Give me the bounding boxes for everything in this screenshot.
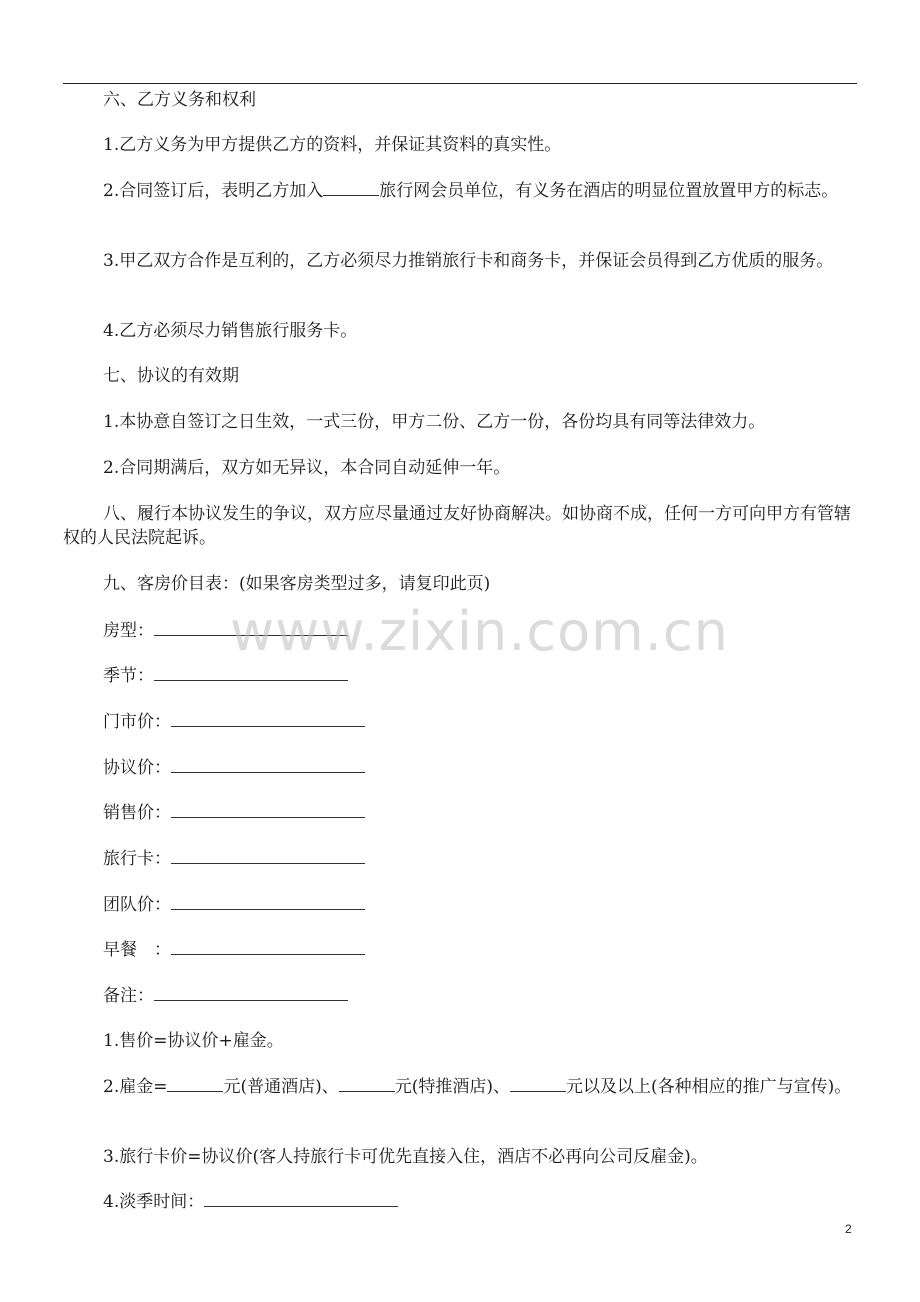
field-remarks-label: 备注： xyxy=(103,986,154,1006)
field-remarks xyxy=(103,984,348,1008)
note-4 xyxy=(103,1190,398,1214)
group-price-blank xyxy=(171,895,365,910)
note-2 xyxy=(63,1075,860,1099)
note-2-part-b: 元(普通酒店)、 xyxy=(223,1077,339,1097)
section-6-item-3: 3.甲乙双方合作是互利的，乙方必须尽力推销旅行卡和商务卡，并保证会员得到乙方优质的服务。 xyxy=(103,251,834,271)
field-rack-price-label: 门市价： xyxy=(103,712,171,732)
section-8: 八、履行本协议发生的争议，双方应尽量通过友好协商解决。如协商不成，任何一方可向甲方有管辖权的人民法院起诉。 xyxy=(63,504,851,548)
field-travel-card xyxy=(103,847,365,871)
field-group-price xyxy=(103,893,365,917)
remarks-blank xyxy=(154,986,348,1001)
field-group-price-label: 团队价： xyxy=(103,895,171,915)
note-3: 3.旅行卡价=协议价(客人持旅行卡可优先直接入住，酒店不必再向公司反雇金)。 xyxy=(103,1147,708,1167)
section-9-title: 九、客房价目表：(如果客房类型过多，请复印此页) xyxy=(103,574,491,594)
field-sale-price xyxy=(103,801,365,825)
section-6-title: 六、乙方义务和权利 xyxy=(103,90,256,110)
section-7-item-1: 1.本协意自签订之日生效，一式三份，甲方二份、乙方一份，各份均具有同等法律效力。 xyxy=(103,412,766,432)
agreed-price-blank xyxy=(171,758,365,773)
travel-card-blank xyxy=(171,849,365,864)
field-season-label: 季节： xyxy=(103,666,154,686)
note-2-part-d: 元以及以上(各种相应的推广与宣传)。 xyxy=(566,1077,852,1097)
note-2-part-c: 元(特推酒店)、 xyxy=(394,1077,510,1097)
field-room-type-label: 房型： xyxy=(103,621,154,641)
field-rack-price xyxy=(103,710,365,734)
breakfast-blank xyxy=(171,940,365,955)
header-rule xyxy=(63,83,857,84)
field-agreed-price-label: 协议价： xyxy=(103,758,171,778)
watermark: www.zixin.com.cn xyxy=(230,600,729,663)
season-blank xyxy=(154,666,348,681)
note-2-part-a: 2.雇金= xyxy=(103,1077,168,1097)
blank-line xyxy=(339,1077,395,1092)
section-6-item-2-part-b: 旅行网会员单位，有义务在酒店的明显位置放置甲方的标志。 xyxy=(379,181,839,201)
section-6-item-2 xyxy=(63,179,860,203)
section-6-item-2-part-a: 2.合同签订后，表明乙方加入 xyxy=(103,181,324,201)
note-4-label: 4.淡季时间： xyxy=(103,1192,205,1212)
blank-line xyxy=(323,181,379,196)
field-sale-price-label: 销售价： xyxy=(103,803,171,823)
field-breakfast xyxy=(103,938,365,962)
field-season xyxy=(103,664,348,688)
note-1: 1.售价=协议价+雇金。 xyxy=(103,1031,284,1051)
blank-line xyxy=(167,1077,223,1092)
rack-price-blank xyxy=(171,712,365,727)
section-6-item-4: 4.乙方必须尽力销售旅行服务卡。 xyxy=(103,321,358,341)
field-travel-card-label: 旅行卡： xyxy=(103,849,171,869)
sale-price-blank xyxy=(171,803,365,818)
off-season-blank xyxy=(204,1192,398,1207)
blank-line xyxy=(510,1077,566,1092)
section-7-item-2: 2.合同期满后，双方如无异议，本合同自动延伸一年。 xyxy=(103,458,511,478)
page-number: 2 xyxy=(845,1222,852,1236)
section-7-title: 七、协议的有效期 xyxy=(103,366,239,386)
field-agreed-price xyxy=(103,756,365,780)
field-breakfast-label: 早餐 ： xyxy=(103,940,171,960)
section-6-item-1: 1.乙方义务为甲方提供乙方的资料，并保证其资料的真实性。 xyxy=(103,135,562,155)
